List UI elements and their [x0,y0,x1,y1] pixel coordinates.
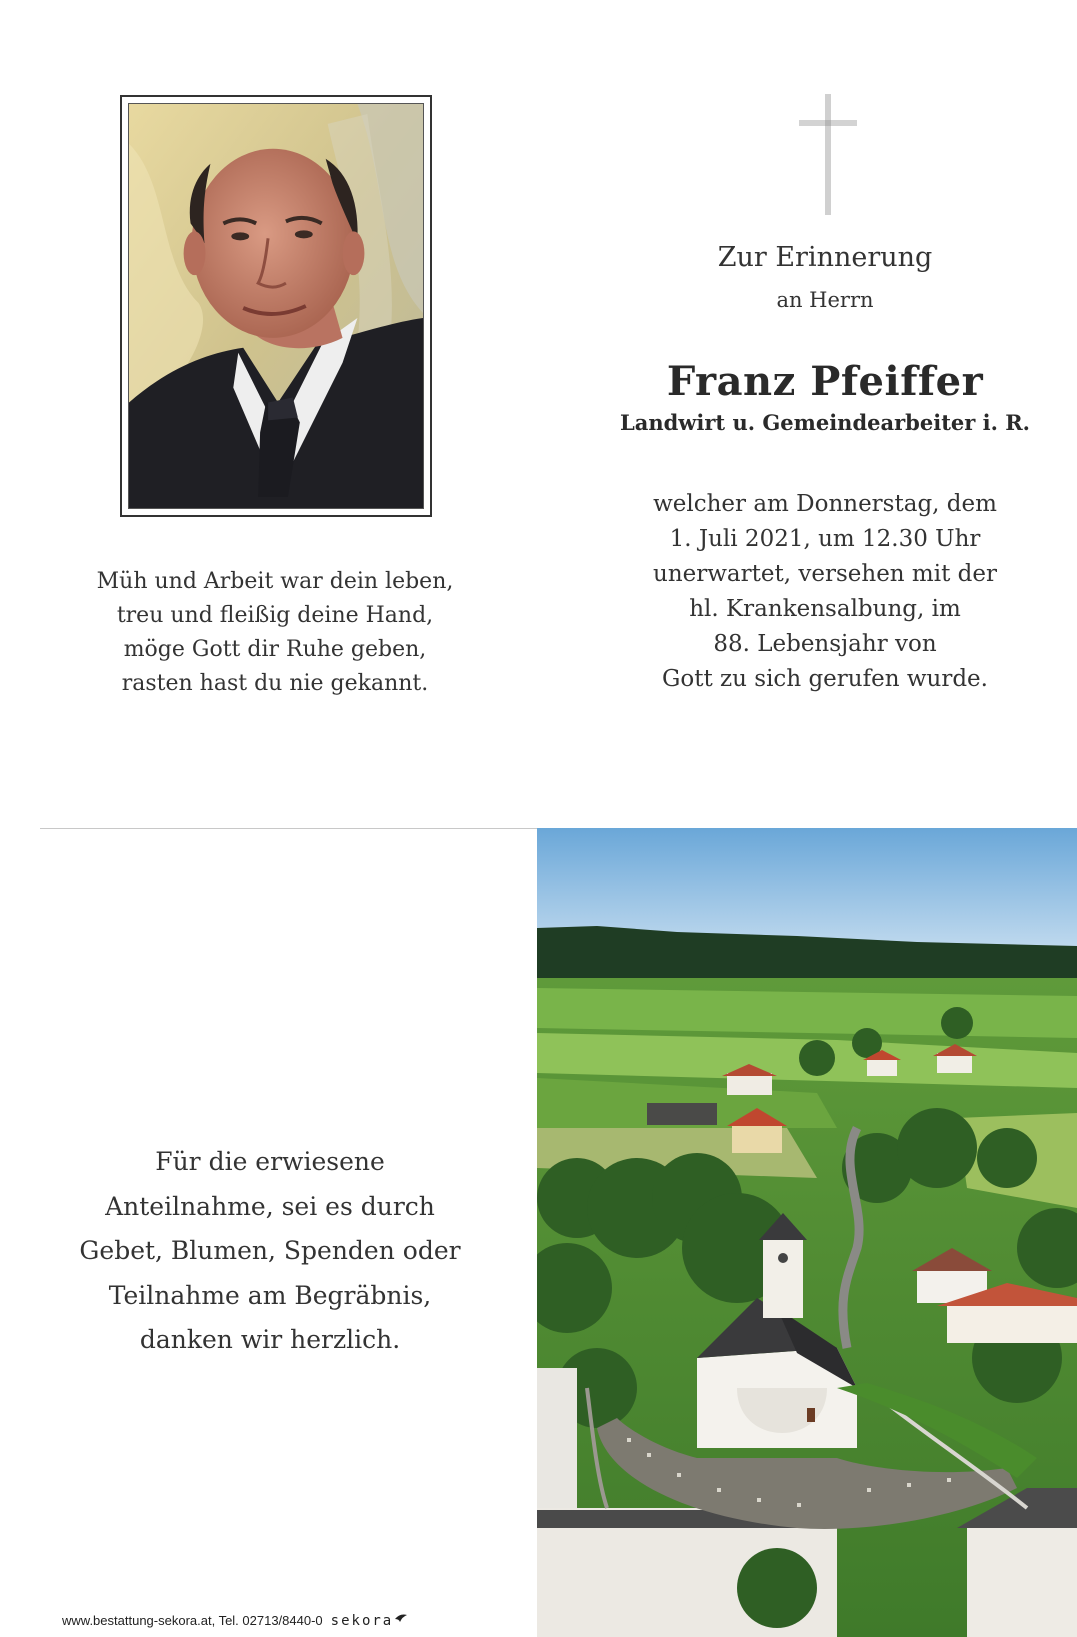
thanks-line: Teilnahme am Begräbnis, [108,1280,432,1310]
poem-line: rasten hast du nie gekannt. [121,671,429,696]
occupation: Landwirt u. Gemeindearbeiter i. R. [619,410,1030,435]
poem-line: Müh und Arbeit war dein leben, [96,569,454,594]
poem [60,565,490,701]
thanks-line: danken wir herzlich. [139,1325,401,1354]
thanks-text [40,1140,500,1363]
village-church-photo [537,828,1077,1637]
notice-line: hl. Krankensalbung, im [689,596,961,622]
footer [62,1613,542,1633]
notice-line: 1. Juli 2021, um 12.30 Uhr [669,526,981,552]
notice-line: Gott zu sich gerufen wurde. [662,666,988,692]
poem-line: möge Gott dir Ruhe geben, [123,637,427,662]
portrait-frame [120,95,432,517]
thanks-line: Für die erwiesene [155,1147,385,1176]
landscape-photo [537,828,1077,1637]
intro-text: Zur Erinnerung [717,242,933,273]
notice-line: 88. Lebensjahr von [713,631,937,657]
death-notice [580,487,1070,697]
deceased-name: Franz Pfeiffer [666,358,984,405]
brand-name: sekora [330,1613,394,1629]
bird-icon [394,1613,408,1623]
thanks-line: Gebet, Blumen, Spenden oder [79,1236,461,1265]
footer-contact: www.bestattung-sekora.at, Tel. 02713/8440-0 [62,1613,323,1628]
notice-line: unerwartet, versehen mit der [653,561,997,587]
cross-icon [797,92,859,217]
poem-line: treu und fleißig deine Hand, [116,603,434,628]
portrait-photo [128,103,424,509]
notice-line: welcher am Donnerstag, dem [653,491,997,517]
thanks-line: Anteilnahme, sei es durch [105,1191,435,1221]
intro-subtext: an Herrn [776,288,874,312]
